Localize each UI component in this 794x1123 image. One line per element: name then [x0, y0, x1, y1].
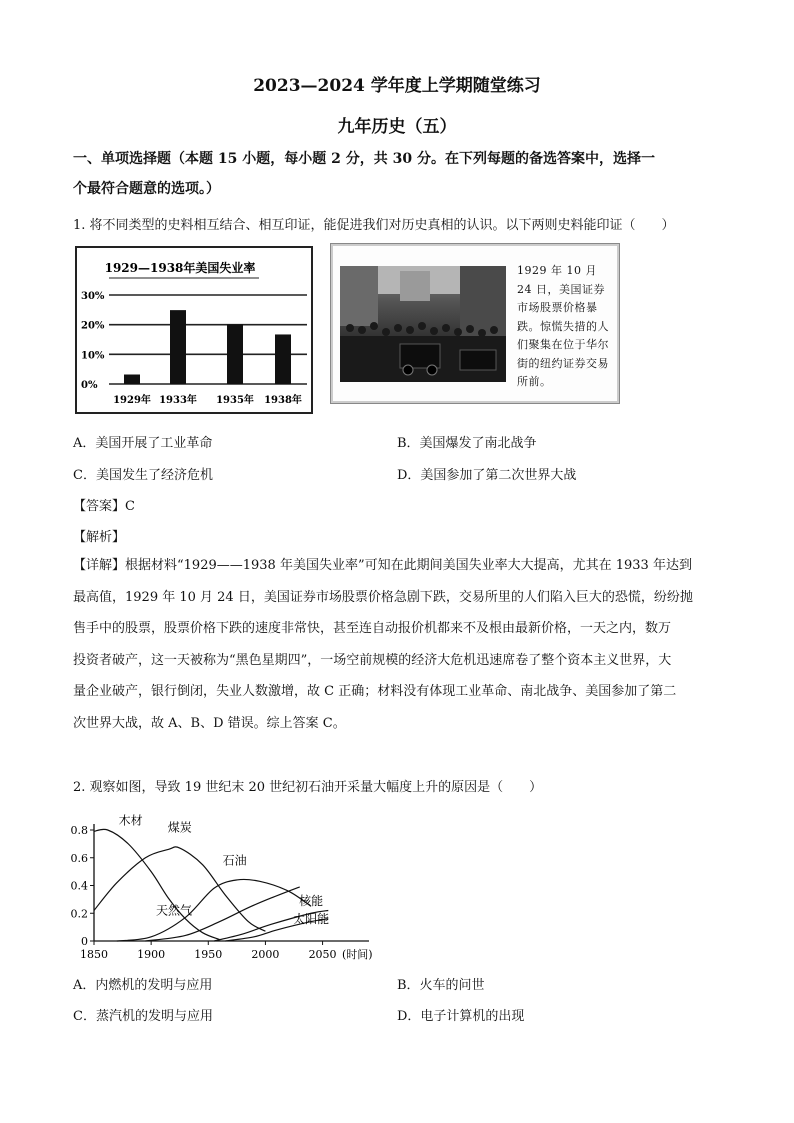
line-chart-series-label: 煤炭 [167, 820, 192, 835]
analysis-tag: 【解析】 [73, 530, 126, 545]
answer-tag: 【答案】 [73, 499, 126, 514]
q1-option-c[interactable]: C．美国发生了经济危机 [73, 468, 213, 483]
photo-illustration [340, 266, 506, 382]
q1-answer [73, 495, 135, 514]
line-chart-x-tick-label: 1850 [80, 948, 108, 961]
line-chart-x-tick-label: 2050 [308, 948, 337, 961]
detail-line: 次世界大战，故 A、B、D 错误。综上答案 C。 [73, 715, 346, 731]
wall-street-crowd-photo [340, 266, 506, 382]
line-chart-series-label: 太阳能 [293, 911, 330, 926]
line-chart-series-石油 [117, 879, 311, 941]
bar-chart-x-tick-label: 1935年 [216, 395, 254, 406]
photo-caption: 1929 年 10 月 24 日，美国证券市场股票价格暴跌。惊慌失措的人们聚集在位于华尔街的纽约证券交易所前。 [517, 264, 609, 388]
line-chart-y-tick-label: 0.6 [70, 851, 88, 865]
detail-line: 最高值，1929 年 10 月 24 日，美国证券市场股票价格急剧下跌，交易所里的人们陷入巨大的恐慌，纷纷抛 [73, 589, 693, 605]
q1-option-a[interactable]: A．美国开展了工业革命 [73, 436, 213, 451]
bar-chart-y-tick-label: 30% [81, 291, 105, 302]
detail-line: 投资者破产，这一天被称为“黑色星期四”，一场空前规模的经济大危机迅速席卷了整个资本主义世界，大 [73, 652, 672, 668]
line-chart-series-木材 [94, 829, 220, 939]
q2-option-c[interactable]: C．蒸汽机的发明与应用 [73, 1009, 213, 1024]
energy-line-chart [64, 802, 394, 968]
detail-line: 【详解】根据材料“1929——1938 年美国失业率”可知在此期间美国失业率大大提高，尤其在 1933 年达到 [73, 558, 692, 573]
bar-chart-x-tick-label: 1938年 [264, 395, 302, 406]
line-chart-series-label: 核能 [299, 893, 324, 908]
bar-chart-bar [227, 324, 243, 384]
line-chart-y-tick-label: 0.8 [70, 824, 88, 837]
section-heading-line-1: 一、单项选择题（本题 15 小题，每小题 2 分，共 30 分。在下列每题的备选答案中，选择一 [73, 151, 655, 167]
detail-line: 售手中的股票，股票价格下跌的速度非常快，甚至连自动报价机都来不及根由最新价格，一天之内，数万 [73, 621, 672, 636]
line-chart-y-tick-label: 0.4 [70, 879, 88, 893]
q1-detail-explanation [73, 550, 723, 739]
wall-street-photo-panel [330, 243, 620, 404]
line-chart-y-tick-label: 0.2 [70, 907, 88, 921]
line-chart-x-axis-label: (时间) [342, 948, 373, 961]
section-heading [73, 144, 733, 204]
line-chart-x-tick-label: 1900 [137, 948, 166, 961]
bar-chart-x-tick-label: 1929年 [113, 395, 151, 406]
bar-chart-svg [77, 248, 311, 412]
answer-value: C [125, 499, 135, 514]
q1-option-b[interactable]: B．美国爆发了南北战争 [397, 436, 537, 451]
unemployment-bar-chart [75, 246, 313, 414]
line-chart-x-tick-label: 1950 [194, 948, 223, 961]
q2-option-b[interactable]: B．火车的问世 [397, 978, 485, 993]
question-2-stem: 2. 观察如图，导致 19 世纪末 20 世纪初石油开采量大幅度上升的原因是（ ） [73, 780, 543, 795]
bar-chart-y-tick-label: 0% [81, 380, 98, 391]
section-heading-line-2: 个最符合题意的选项。） [73, 181, 220, 197]
q2-option-a[interactable]: A．内燃机的发明与应用 [73, 978, 213, 993]
bar-chart-bar [124, 375, 140, 384]
line-chart-y-tick-label: 0 [81, 935, 88, 948]
bar-chart-bar [170, 310, 186, 384]
q2-option-d[interactable]: D．电子计算机的出现 [397, 1009, 525, 1024]
page-title: 2023—2024 学年度上学期随堂练习 [253, 76, 541, 96]
line-chart-series-label: 天然气 [155, 903, 193, 918]
bar-chart-title: 1929—1938年美国失业率 [104, 261, 256, 275]
bar-chart-y-tick-label: 20% [81, 320, 105, 332]
bar-chart-x-tick-label: 1933年 [159, 395, 197, 406]
bar-chart-y-tick-label: 10% [81, 350, 105, 362]
detail-line: 量企业破产，银行倒闭，失业人数激增，故 C 正确；材料没有体现工业革命、南北战争、美国参加了第二 [73, 684, 677, 699]
line-chart-svg [64, 802, 394, 968]
line-chart-series-label: 木材 [118, 813, 143, 828]
question-1-stem: 1. 将不同类型的史料相互结合、相互印证，能促进我们对历史真相的认识。以下两则史料能印证（ ） [73, 218, 675, 233]
line-chart-series-label: 石油 [222, 853, 247, 868]
bar-chart-bar [275, 334, 291, 384]
page-subtitle: 九年历史（五） [337, 117, 457, 137]
q1-option-d[interactable]: D．美国参加了第二次世界大战 [397, 468, 577, 483]
line-chart-x-tick-label: 2000 [251, 948, 280, 961]
